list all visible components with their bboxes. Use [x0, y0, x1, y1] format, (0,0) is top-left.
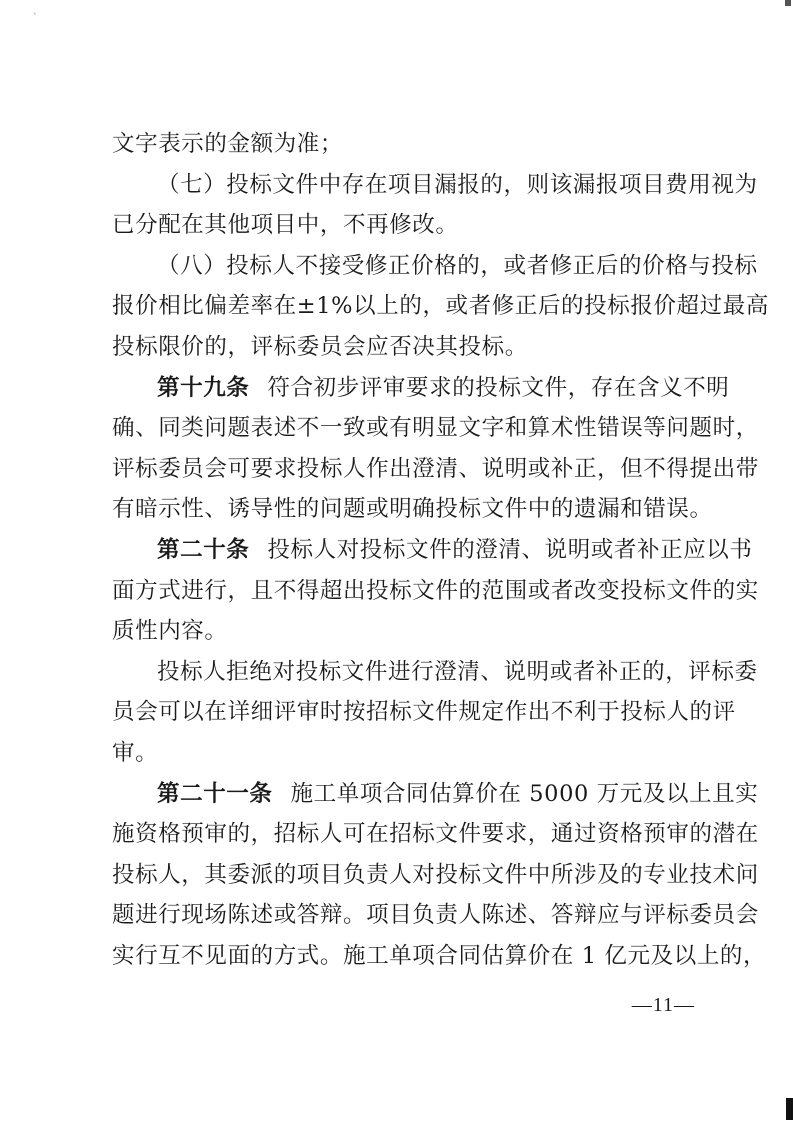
article-21-first-line	[112, 774, 759, 815]
article-heading: 第二十条	[157, 536, 250, 563]
article-20-first-line	[112, 530, 753, 571]
text-span: 施工单项合同估算价在 5000 万元及以上且实	[290, 780, 759, 807]
text-line: 已分配在其他项目中，不再修改。	[112, 212, 459, 239]
scan-corner-mark: 、	[33, 7, 43, 17]
text-line: 投标人拒绝对投标文件进行澄清、说明或者补正的，评标委	[157, 658, 758, 685]
body-text	[112, 124, 769, 976]
text-line: 确、同类问题表述不一致或有明显文字和算术性错误等问题时，	[112, 415, 759, 442]
text-line: （七）投标文件中存在项目漏报的，则该漏报项目费用视为	[157, 171, 758, 198]
text-line: 报价相比偏差率在±1%以上的，或者修正后的投标报价超过最高	[112, 293, 769, 320]
scan-corner-dot	[785, 0, 791, 6]
text-line: 文字表示的金额为准；	[112, 131, 344, 157]
text-line: 面方式进行，且不得超出投标文件的范围或者改变投标文件的实	[112, 577, 759, 604]
text-span: 符合初步评审要求的投标文件，存在含义不明	[267, 374, 730, 401]
article-heading: 第二十一条	[157, 780, 273, 807]
text-line: （八）投标人不接受修正价格的，或者修正后的价格与投标	[157, 252, 758, 279]
article-heading: 第十九条	[157, 374, 250, 401]
text-line: 题进行现场陈述或答辩。项目负责人陈述、答辩应与评标委员会	[112, 902, 759, 929]
text-line: 投标限价的，评标委员会应否决其投标。	[112, 333, 528, 360]
text-line: 质性内容。	[112, 618, 228, 645]
scan-edge-mark	[786, 1098, 793, 1120]
text-line: 实行互不见面的方式。施工单项合同估算价在 1 亿元及以上的，	[112, 942, 767, 969]
text-line: 员会可以在详细评审时按招标文件规定作出不利于投标人的评	[112, 699, 736, 726]
text-line: 施资格预审的，招标人可在招标文件要求，通过资格预审的潜在	[112, 821, 759, 848]
text-line: 审。	[112, 739, 159, 766]
text-line: 有暗示性、诱导性的问题或明确投标文件中的遗漏和错误。	[112, 496, 713, 523]
article-19-first-line	[112, 368, 730, 409]
page-number: —11—	[631, 994, 695, 1016]
text-span: 投标人对投标文件的澄清、说明或者补正应以书	[267, 536, 753, 563]
text-line: 投标人，其委派的项目负责人对投标文件中所涉及的专业技术问	[112, 861, 759, 888]
text-line: 评标委员会可要求投标人作出澄清、说明或补正，但不得提出带	[112, 455, 759, 482]
